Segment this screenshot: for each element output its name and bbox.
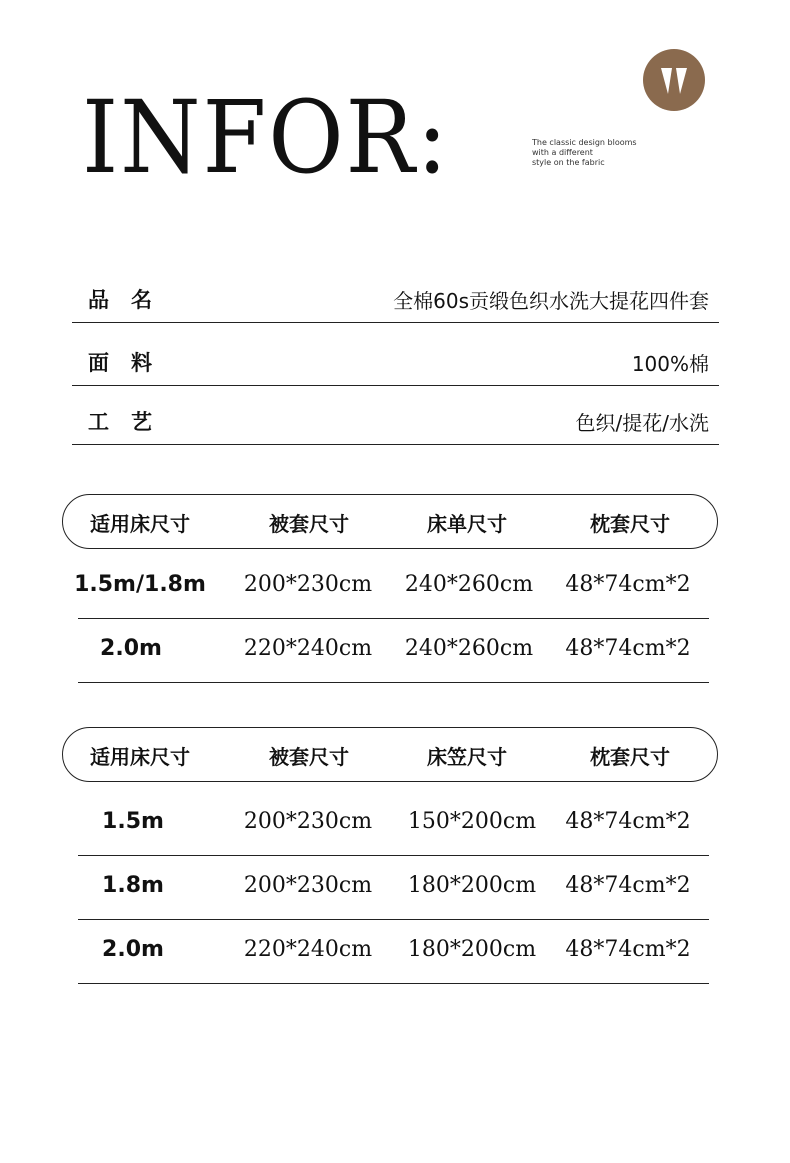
info-label: 面料 xyxy=(88,351,174,375)
table-cell: 180*200cm xyxy=(407,937,537,962)
table-cell: 1.5m xyxy=(102,809,164,834)
table-row xyxy=(78,855,709,920)
table-cell: 200*230cm xyxy=(243,809,373,834)
table1-header xyxy=(62,494,718,549)
table-cell: 240*260cm xyxy=(404,636,534,661)
table-header-cell: 床单尺寸 xyxy=(427,512,507,536)
info-label: 工艺 xyxy=(88,410,174,434)
table-cell: 2.0m xyxy=(102,937,164,962)
table-cell: 1.5m/1.8m xyxy=(74,572,206,597)
table-cell: 220*240cm xyxy=(243,937,373,962)
table-cell: 200*230cm xyxy=(243,873,373,898)
table-cell: 48*74cm*2 xyxy=(565,873,691,898)
table-row xyxy=(78,919,709,984)
table-cell: 2.0m xyxy=(100,636,162,661)
tagline xyxy=(532,138,637,168)
info-row-fabric xyxy=(72,345,719,386)
table-row xyxy=(78,618,709,683)
table-cell: 180*200cm xyxy=(407,873,537,898)
table-cell: 1.8m xyxy=(102,873,164,898)
info-label: 品名 xyxy=(88,288,174,312)
table-cell: 200*230cm xyxy=(243,572,373,597)
table2-header xyxy=(62,727,718,782)
info-row-name xyxy=(72,282,719,323)
tagline-line: style on the fabric xyxy=(532,158,605,167)
table-cell: 220*240cm xyxy=(243,636,373,661)
table-header-cell: 适用床尺寸 xyxy=(90,512,190,536)
table-header-cell: 枕套尺寸 xyxy=(590,745,670,769)
page-title: INFOR: xyxy=(82,79,450,196)
info-value: 100%棉 xyxy=(631,352,709,376)
table-cell: 240*260cm xyxy=(404,572,534,597)
tagline-line: with a different xyxy=(532,148,593,157)
table-header-cell: 被套尺寸 xyxy=(269,745,349,769)
table-row xyxy=(78,791,709,856)
table-header-cell: 被套尺寸 xyxy=(269,512,349,536)
table-row xyxy=(74,554,709,619)
table-cell: 48*74cm*2 xyxy=(565,636,691,661)
table-cell: 48*74cm*2 xyxy=(565,937,691,962)
tagline-line: The classic design blooms xyxy=(532,138,637,147)
brand-logo-icon xyxy=(643,49,705,111)
table-cell: 48*74cm*2 xyxy=(565,572,691,597)
info-value: 全棉60s贡缎色织水洗大提花四件套 xyxy=(393,289,709,313)
info-value: 色织/提花/水洗 xyxy=(575,411,709,435)
table-cell: 48*74cm*2 xyxy=(565,809,691,834)
table-header-cell: 适用床尺寸 xyxy=(90,745,190,769)
table-cell: 150*200cm xyxy=(407,809,537,834)
table-header-cell: 枕套尺寸 xyxy=(590,512,670,536)
table-header-cell: 床笠尺寸 xyxy=(427,745,507,769)
info-row-craft xyxy=(72,404,719,445)
